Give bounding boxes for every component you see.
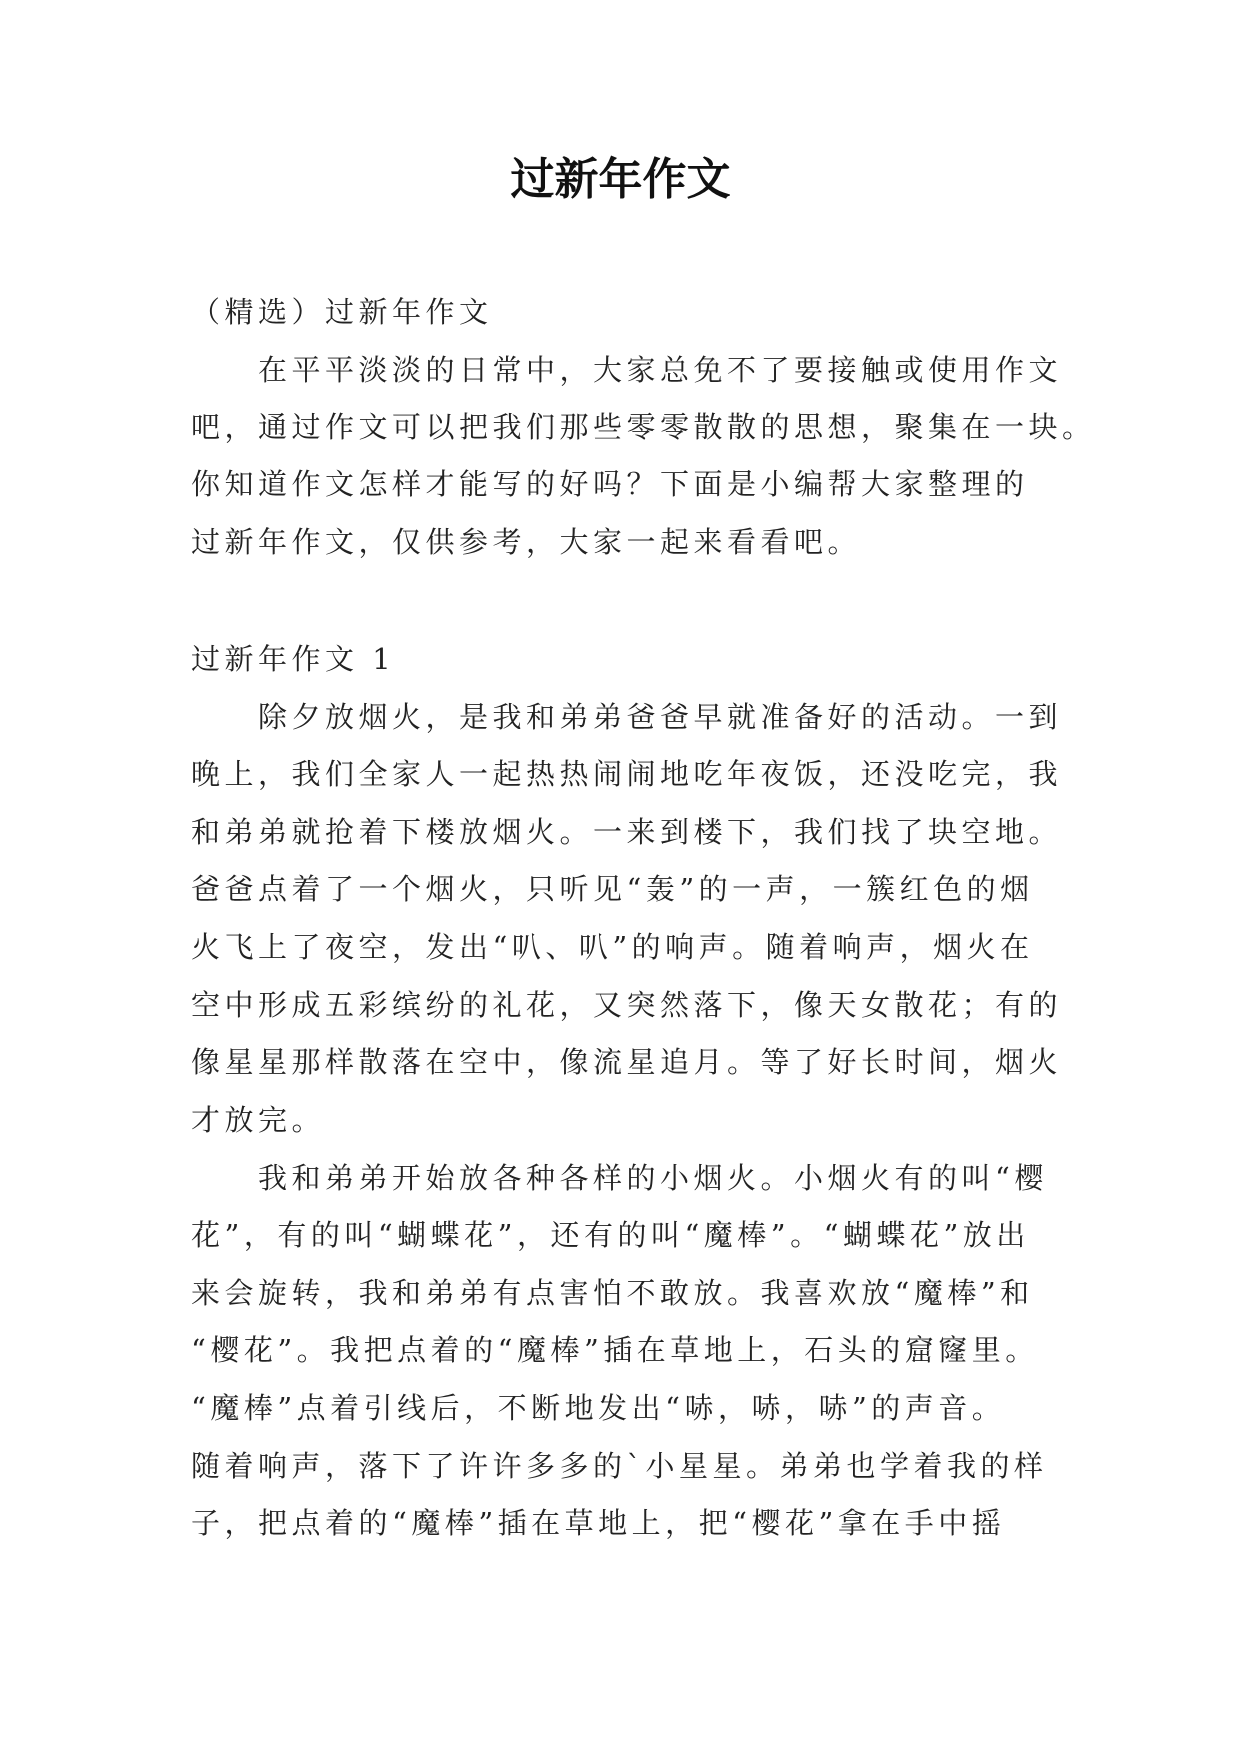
section-heading: 过新年作文 1	[191, 642, 396, 676]
paragraph-line: 和弟弟就抢着下楼放烟火。一来到楼下，我们找了块空地。	[191, 815, 1063, 849]
paragraph-line: 才放完。	[191, 1103, 326, 1137]
paragraph-line: 晚上，我们全家人一起热热闹闹地吃年夜饭，还没吃完，我	[191, 757, 1063, 791]
paragraph-line: 来会旋转，我和弟弟有点害怕不敢放。我喜欢放“魔棒”和	[191, 1276, 1034, 1310]
paragraph-line: “樱花”。我把点着的“魔棒”插在草地上，石头的窟窿里。	[191, 1333, 1039, 1367]
paragraph-line: 子，把点着的“魔棒”插在草地上，把“樱花”拿在手中摇	[191, 1506, 1006, 1540]
paragraph-line: 爸爸点着了一个烟火，只听见“轰”的一声，一簇红色的烟	[191, 872, 1034, 906]
document-title: 过新年作文	[510, 154, 731, 205]
intro-line: 你知道作文怎样才能写的好吗？下面是小编帮大家整理的	[191, 467, 1029, 501]
paragraph-line: “魔棒”点着引线后，不断地发出“哧，哧，哧”的声音。	[191, 1391, 1006, 1425]
paragraph-line: 随着响声，落下了许许多多的`小星星。弟弟也学着我的样	[191, 1449, 1048, 1483]
intro-line: 吧，通过作文可以把我们那些零零散散的思想，聚集在一块。	[191, 410, 1096, 444]
paragraph-line: 我和弟弟开始放各种各样的小烟火。小烟火有的叫“樱	[258, 1161, 1048, 1195]
intro-line: 在平平淡淡的日常中，大家总免不了要接触或使用作文	[258, 353, 1063, 387]
paragraph-line: 空中形成五彩缤纷的礼花，又突然落下，像天女散花；有的	[191, 988, 1063, 1022]
paragraph-line: 像星星那样散落在空中，像流星追月。等了好长时间，烟火	[191, 1045, 1063, 1079]
paragraph-line: 火飞上了夜空，发出“叭、叭”的响声。随着响声，烟火在	[191, 930, 1034, 964]
paragraph-line: 除夕放烟火，是我和弟弟爸爸早就准备好的活动。一到	[258, 700, 1063, 734]
paragraph-line: 花”，有的叫“蝴蝶花”，还有的叫“魔棒”。“蝴蝶花”放出	[191, 1218, 1030, 1252]
intro-heading: （精选）过新年作文	[191, 295, 493, 329]
intro-line: 过新年作文，仅供参考，大家一起来看看吧。	[191, 525, 862, 559]
